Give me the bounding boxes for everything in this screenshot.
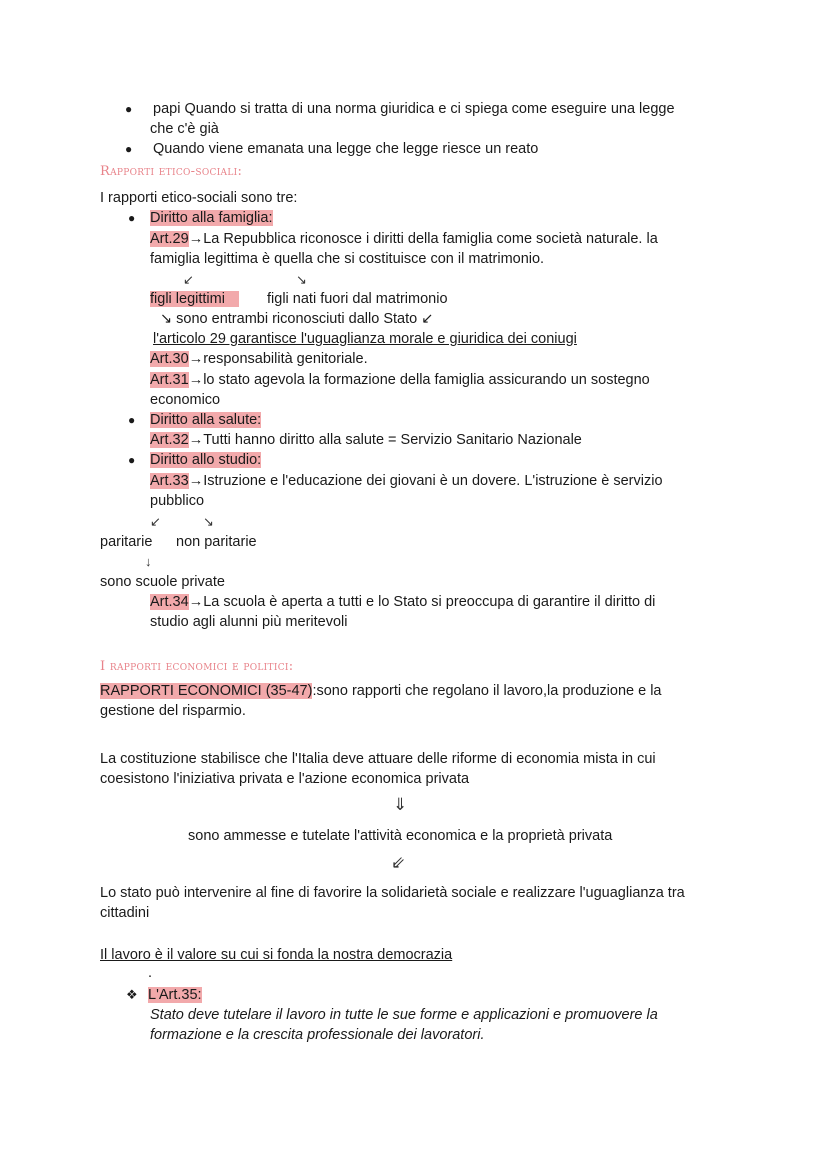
diamond-bullet-icon: ❖ — [126, 987, 138, 1002]
art35-title: L'Art.35: — [148, 987, 202, 1003]
section-heading-economici: I rapporti economici e politici: — [100, 659, 294, 674]
intro-line-2: Quando viene emanata una legge che legge riesce un reato — [153, 141, 539, 157]
arrow-down-left-icon: ↙ — [150, 514, 161, 529]
study-title: Diritto allo studio: — [150, 452, 262, 468]
arrow-down-icon: ↓ — [145, 554, 152, 569]
bullet-dot: ● — [128, 453, 136, 467]
bullet-dot: ● — [128, 211, 136, 225]
art33-line: Art.33→Istruzione e l'educazione dei giovani è un dovere. L'istruzione è servizio — [150, 473, 663, 489]
arrow-down-right-icon: ↘ — [296, 272, 307, 287]
admitted-line: sono ammesse e tutelate l'attività economica e la proprietà privata — [188, 828, 613, 844]
state-line-2: cittadini — [100, 905, 150, 921]
section-heading-etico-sociali: Rapporti etico-sociali: — [100, 164, 243, 179]
dot: . — [148, 965, 153, 981]
art35-text: Stato deve tutelare il lavoro in tutte le sue forme e applicazioni e promuovere la — [150, 1007, 658, 1023]
art29-ref: Art.29 — [150, 231, 189, 247]
mixed-line-2: coesistono l'iniziativa privata e l'azione economica privata — [100, 771, 470, 787]
double-arrow-down-icon: ⇓ — [393, 795, 408, 814]
art35-text-2: formazione e la crescita professionale dei lavoratori. — [150, 1027, 485, 1043]
arrow-down-left-icon: ↙ — [183, 272, 194, 287]
econ-line: RAPPORTI ECONOMICI (35-47):sono rapporti che regolano il lavoro,la produzione e la — [100, 683, 662, 699]
econ-line-2: gestione del risparmio. — [100, 703, 246, 719]
art31-line-2: economico — [150, 392, 221, 408]
branch-right: figli nati fuori dal matrimonio — [267, 291, 448, 307]
bullet-dot: ● — [125, 102, 133, 116]
art29-note: l'articolo 29 garantisce l'uguaglianza morale e giuridica dei coniugi — [153, 331, 577, 347]
art33-line-2: pubblico — [150, 493, 205, 509]
health-title: Diritto alla salute: — [150, 412, 262, 428]
art32-line: Art.32→Tutti hanno diritto alla salute = Servizio Sanitario Nazionale — [150, 432, 582, 448]
private-schools: sono scuole private — [100, 574, 225, 590]
bullet-dot: ● — [128, 413, 136, 427]
section1-intro: I rapporti etico-sociali sono tre: — [100, 190, 298, 206]
mixed-line: La costituzione stabilisce che l'Italia deve attuare delle riforme di economia mista in cui — [100, 751, 656, 767]
econ-label: RAPPORTI ECONOMICI (35-47) — [100, 683, 313, 699]
intro-line-1: papi Quando si tratta di una norma giuridica e ci spiega come eseguire una legge — [153, 101, 675, 117]
art31-line: Art.31→lo stato agevola la formazione della famiglia assicurando un sostegno — [150, 372, 650, 388]
labor-line: Il lavoro è il valore su cui si fonda la nostra democrazia — [100, 947, 453, 963]
branch-non-paritarie: non paritarie — [176, 534, 257, 550]
branch-paritarie: paritarie — [100, 534, 153, 550]
merge-line: ↘ sono entrambi riconosciuti dallo Stato ↙ — [160, 311, 434, 327]
art30-line: Art.30→responsabilità genitoriale. — [150, 351, 368, 367]
arrow-down-right-icon: ↘ — [203, 514, 214, 529]
branch-left: figli legittimi — [150, 289, 239, 309]
intro-line-1b: che c'è già — [150, 121, 219, 137]
art29-line-2: famiglia legittima è quella che si costituisce con il matrimonio. — [150, 251, 545, 267]
state-line: Lo stato può intervenire al fine di favorire la solidarietà sociale e realizzare l'uguaglianza tra — [100, 885, 685, 901]
bullet-dot: ● — [125, 142, 133, 156]
art29-line: Art.29→La Repubblica riconosce i diritti della famiglia come società naturale. la — [150, 231, 658, 247]
double-arrow-down-left-icon: ⇙ — [391, 853, 406, 872]
art34-line: Art.34→La scuola è aperta a tutti e lo Stato si preoccupa di garantire il diritto di — [150, 594, 656, 610]
family-title: Diritto alla famiglia: — [150, 210, 273, 226]
art34-line-2: studio agli alunni più meritevoli — [150, 614, 348, 630]
